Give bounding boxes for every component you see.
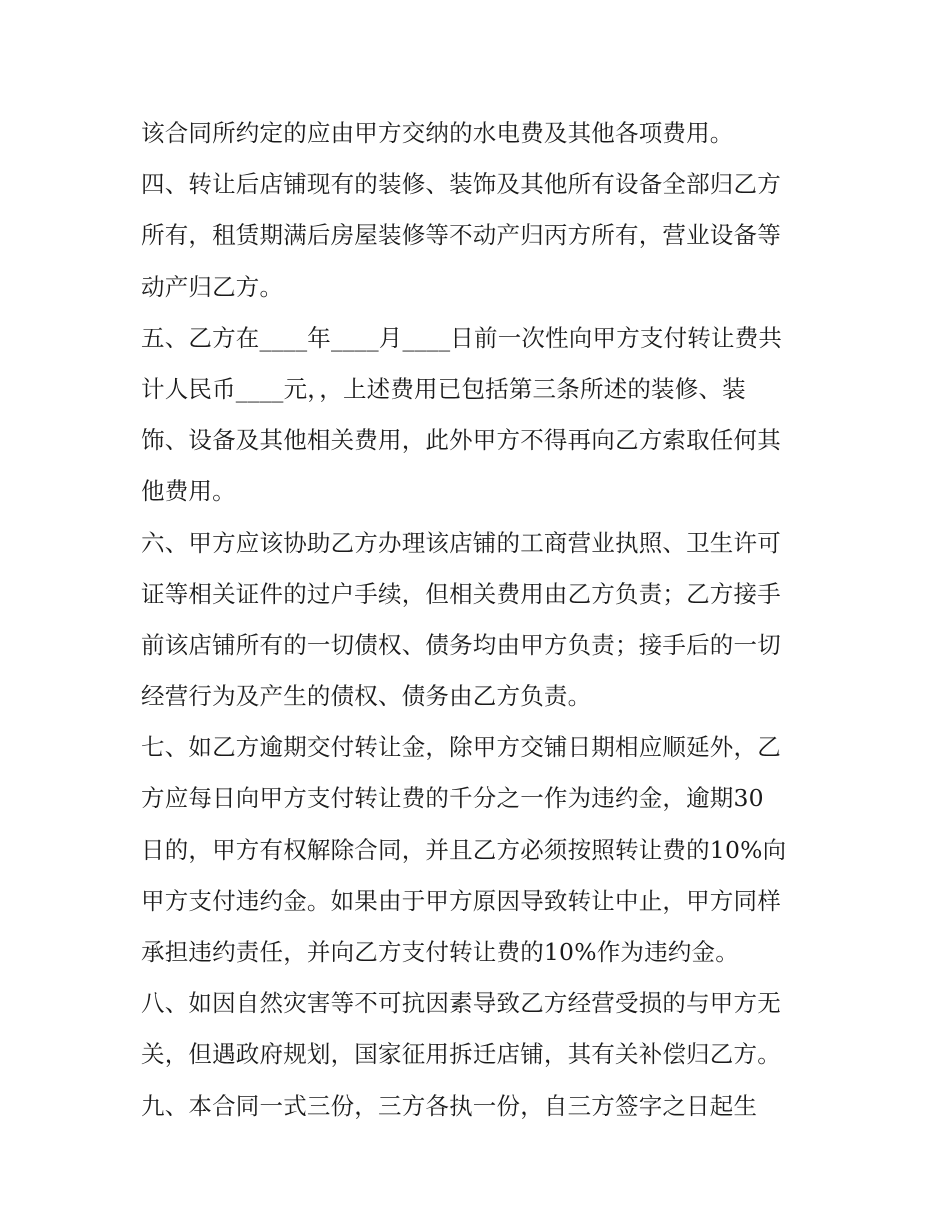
text-line: 日的，甲方有权解除合同，并且乙方必须按照转让费的10%向 — [141, 835, 787, 864]
text-line: 四、转让后店铺现有的装修、装饰及其他所有设备全部归乙方 — [141, 170, 781, 199]
text-line: 方应每日向甲方支付转让费的千分之一作为违约金，逾期30 — [141, 784, 764, 813]
text-line: 动产归乙方。 — [141, 272, 284, 301]
text-line: 计人民币____元，，上述费用已包括第三条所述的装修、装 — [141, 374, 746, 403]
document-body — [141, 108, 816, 1132]
text-line: 承担违约责任，并向乙方支付转让费的10%作为违约金。 — [141, 938, 739, 966]
text-line: 饰、设备及其他相关费用，此外甲方不得再向乙方索取任何其 — [141, 426, 781, 455]
text-line: 七、如乙方逾期交付转让金，除甲方交铺日期相应顺延外，乙 — [141, 733, 781, 762]
text-line: 证等相关证件的过户手续，但相关费用由乙方负责；乙方接手 — [141, 579, 781, 608]
text-line: 八、如因自然灾害等不可抗因素导致乙方经营受损的与甲方无 — [141, 989, 781, 1018]
text-line: 前该店铺所有的一切债权、债务均由甲方负责；接手后的一切 — [141, 630, 781, 659]
text-line: 关，但遇政府规划，国家征用拆迁店铺，其有关补偿归乙方。 — [141, 1040, 781, 1069]
text-line: 九、本合同一式三份，三方各执一份，自三方签字之日起生 — [141, 1091, 758, 1120]
text-line: 他费用。 — [141, 477, 236, 506]
text-line: 所有，租赁期满后房屋装修等不动产归丙方所有，营业设备等 — [141, 221, 781, 250]
text-line: 经营行为及产生的债权、债务由乙方负责。 — [141, 682, 592, 711]
text-line: 六、甲方应该协助乙方办理该店铺的工商营业执照、卫生许可 — [141, 528, 781, 557]
text-line: 五、乙方在____年____月____日前一次性向甲方支付转让费共 — [141, 323, 783, 352]
text-line: 该合同所约定的应由甲方交纳的水电费及其他各项费用。 — [141, 119, 734, 147]
text-line: 甲方支付违约金。如果由于甲方原因导致转让中止，甲方同样 — [141, 886, 781, 915]
